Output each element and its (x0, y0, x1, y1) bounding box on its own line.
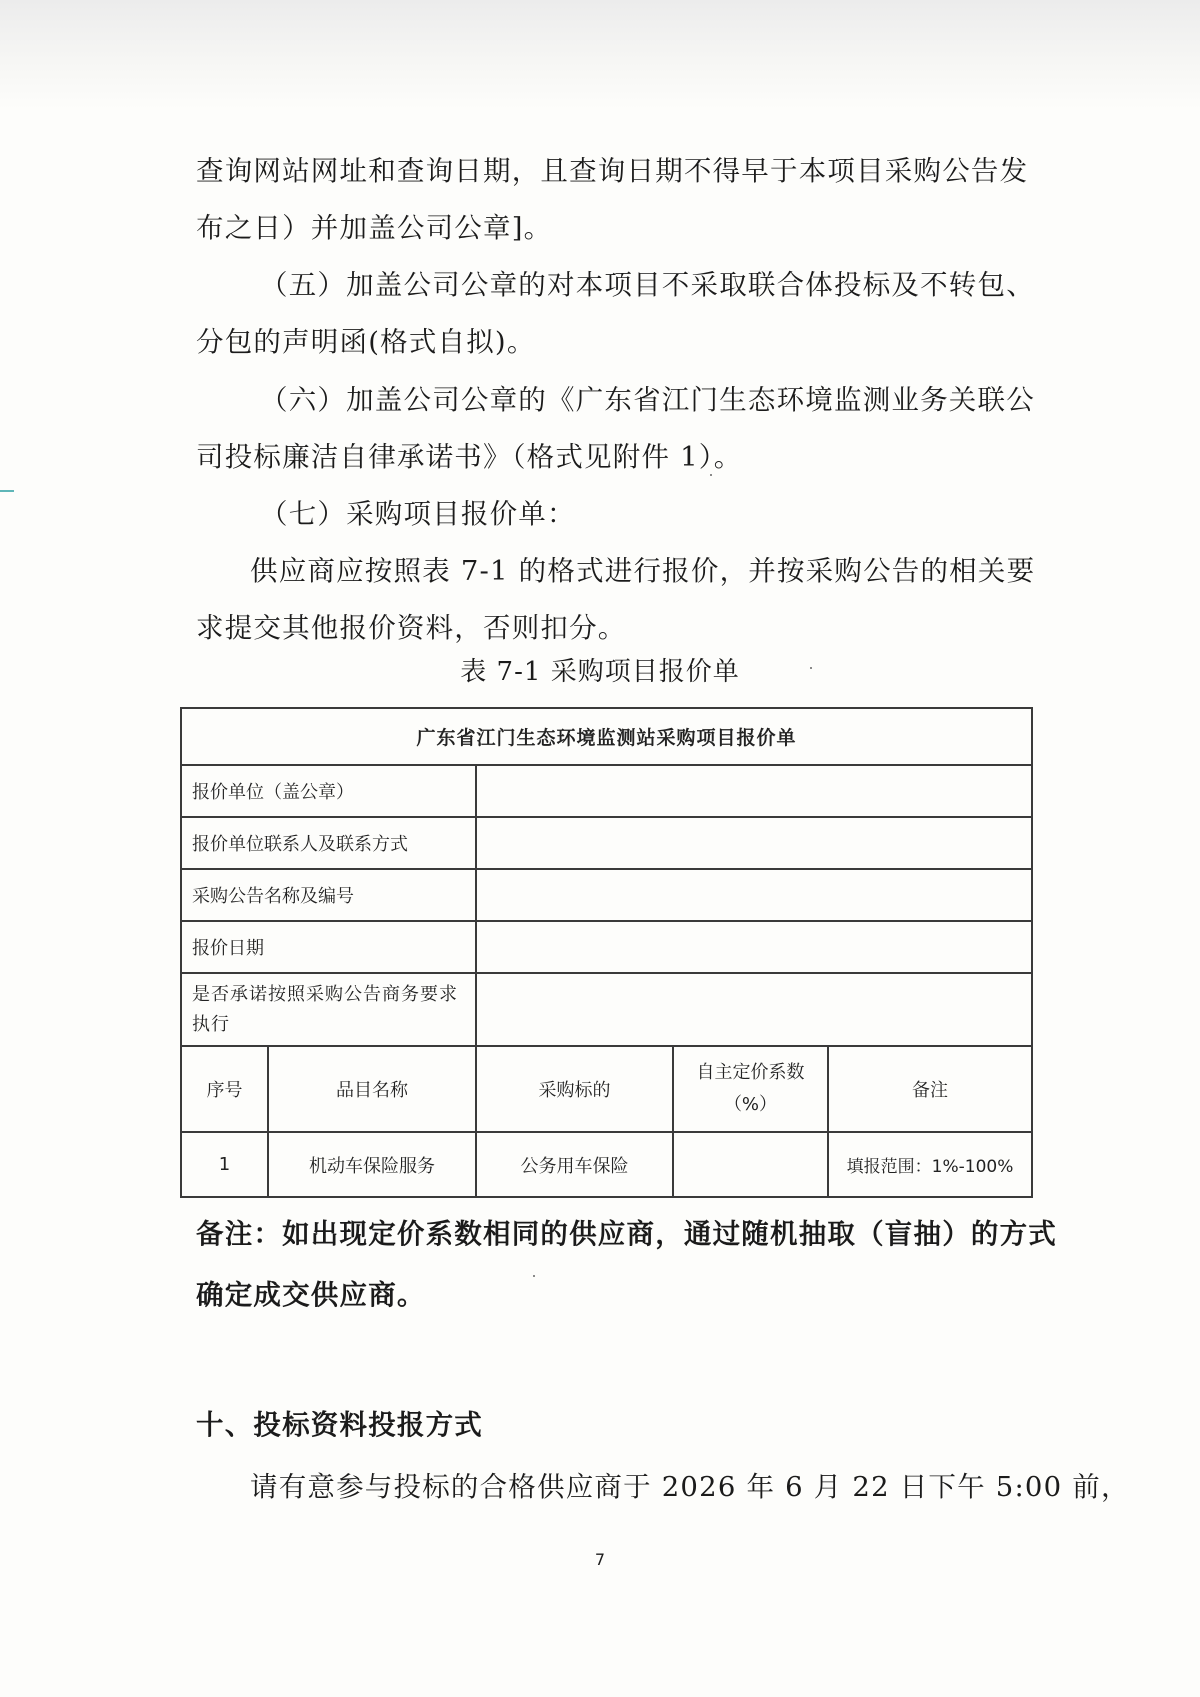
note-line: 备注：如出现定价系数相同的供应商，通过随机抽取（盲抽）的方式 (196, 1218, 1057, 1250)
info-label: 报价单位（盖公章） (181, 765, 476, 817)
table-caption: 表 7-1 采购项目报价单 (460, 657, 740, 687)
page-number: 7 (594, 1550, 606, 1569)
paragraph-line: （六）加盖公司公章的《广东省江门生态环境监测业务关联公 (260, 384, 1035, 416)
column-header: 序号 (181, 1046, 268, 1132)
paragraph-line: （五）加盖公司公章的对本项目不采取联合体投标及不转包、 (260, 269, 1035, 301)
table-row (181, 765, 1032, 817)
scan-speck (710, 474, 712, 476)
info-label: 采购公告名称及编号 (181, 869, 476, 921)
cell-target: 公务用车保险 (476, 1132, 673, 1197)
section-heading: 十、投标资料投报方式 (196, 1409, 483, 1441)
column-header: 品目名称 (268, 1046, 476, 1132)
column-header: 采购标的 (476, 1046, 673, 1132)
info-label: 报价单位联系人及联系方式 (181, 817, 476, 869)
info-value-cell (476, 869, 1032, 921)
table-row (181, 869, 1032, 921)
table-row (181, 973, 1032, 1046)
paragraph-line: 司投标廉洁自律承诺书》（格式见附件 1）。 (196, 441, 743, 473)
paragraph-line: 请有意参与投标的合格供应商于 2026 年 6 月 22 日下午 5:00 前， (250, 1471, 1130, 1503)
quotation-table (180, 707, 1033, 1198)
info-label: 是否承诺按照采购公告商务要求执行 (181, 973, 476, 1046)
column-header: 自主定价系数（%） (673, 1046, 828, 1132)
cell-coefficient (673, 1132, 828, 1197)
paragraph-line: 求提交其他报价资料，否则扣分。 (196, 612, 627, 644)
table-row (181, 1132, 1032, 1197)
table-title: 广东省江门生态环境监测站采购项目报价单 (181, 708, 1032, 765)
table-header-row (181, 1046, 1032, 1132)
paragraph-line: 分包的声明函(格式自拟)。 (196, 326, 536, 358)
table-row (181, 921, 1032, 973)
table-row (181, 817, 1032, 869)
info-value-cell (476, 973, 1032, 1046)
column-header: 备注 (828, 1046, 1032, 1132)
info-value-cell (476, 817, 1032, 869)
info-label: 报价日期 (181, 921, 476, 973)
paragraph-line: （七）采购项目报价单： (260, 498, 576, 530)
cell-number: 1 (181, 1132, 268, 1197)
scan-speck (533, 1275, 535, 1277)
info-value-cell (476, 921, 1032, 973)
paragraph-line: 布之日）并加盖公司公章]。 (196, 212, 553, 244)
scan-speck (810, 667, 812, 669)
scan-edge-mark (0, 490, 14, 492)
info-value-cell (476, 765, 1032, 817)
note-line: 确定成交供应商。 (196, 1279, 426, 1311)
scan-top-shadow (0, 0, 1200, 110)
cell-remark: 填报范围：1%-100% (828, 1132, 1032, 1197)
paragraph-line: 查询网站网址和查询日期，且查询日期不得早于本项目采购公告发 (196, 155, 1029, 187)
table-title-row (181, 708, 1032, 765)
paragraph-line: 供应商应按照表 7-1 的格式进行报价，并按采购公告的相关要 (250, 555, 1036, 587)
cell-item-name: 机动车保险服务 (268, 1132, 476, 1197)
